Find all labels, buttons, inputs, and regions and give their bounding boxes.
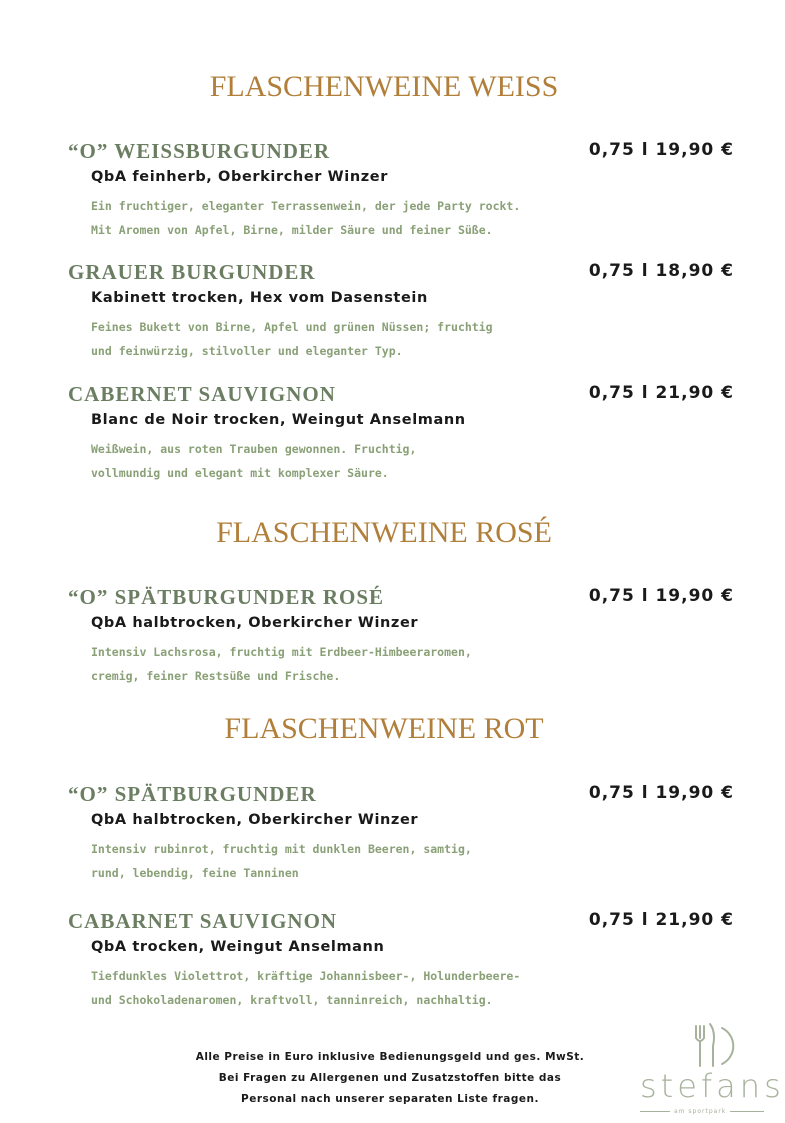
wine-price: 0,75 l 21,90 €	[588, 910, 734, 930]
wine-description	[91, 315, 611, 363]
section-title-weiss: FLASCHENWEINE WEISS	[209, 70, 559, 103]
section-title-rot: FLASCHENWEINE ROT	[224, 712, 544, 745]
wine-description	[91, 964, 611, 1012]
footer-line: Alle Preise in Euro inklusive Bedienungsgeld und ges. MwSt.	[195, 1051, 585, 1063]
wine-name: “O” SPÄTBURGUNDER ROSÉ	[68, 585, 385, 609]
wine-description-line: und Schokoladenaromen, kraftvoll, tanninreich, nachhaltig.	[91, 993, 493, 1007]
wine-subtitle: QbA feinherb, Oberkircher Winzer	[91, 169, 388, 185]
wine-price: 0,75 l 19,90 €	[588, 586, 734, 606]
footer-note	[160, 1047, 620, 1110]
section-title-rose: FLASCHENWEINE ROSÉ	[216, 516, 552, 549]
wine-subtitle: QbA trocken, Weingut Anselmann	[91, 939, 385, 955]
wine-description-line: Tiefdunkles Violettrot, kräftige Johannisbeer-, Holunderbeere-	[91, 969, 521, 983]
footer-line: Personal nach unserer separaten Liste fragen.	[241, 1093, 539, 1105]
logo-wordmark: stefans	[640, 1067, 785, 1105]
wine-description-line: rund, lebendig, feine Tanninen	[91, 866, 299, 880]
wine-subtitle: QbA halbtrocken, Oberkircher Winzer	[91, 812, 419, 828]
wine-description-line: vollmundig und elegant mit komplexer Säure.	[91, 466, 389, 480]
wine-description	[91, 194, 611, 242]
wine-description-line: Mit Aromen von Apfel, Birne, milder Säure und feiner Süße.	[91, 223, 493, 237]
wine-name: GRAUER BURGUNDER	[68, 260, 316, 284]
wine-name: “O” WEISSBURGUNDER	[68, 139, 331, 163]
wine-description-line: cremig, feiner Restsüße und Frische.	[91, 669, 341, 683]
wine-description-line: und feinwürzig, stilvoller und eleganter Typ.	[91, 344, 403, 358]
wine-description-line: Weißwein, aus roten Trauben gewonnen. Fruchtig,	[91, 442, 417, 456]
cutlery-icon	[686, 1020, 766, 1070]
wine-description-line: Ein fruchtiger, eleganter Terrassenwein, der jede Party rockt.	[91, 199, 521, 213]
wine-subtitle: Kabinett trocken, Hex vom Dasenstein	[91, 290, 428, 306]
wine-description	[91, 837, 611, 885]
wine-description	[91, 437, 611, 485]
wine-description-line: Intensiv rubinrot, fruchtig mit dunklen Beeren, samtig,	[91, 842, 472, 856]
wine-description-line: Feines Bukett von Birne, Apfel und grünen Nüssen; fruchtig	[91, 320, 493, 334]
logo-divider	[730, 1111, 764, 1112]
logo-divider	[640, 1111, 670, 1112]
wine-description	[91, 640, 611, 688]
wine-price: 0,75 l 21,90 €	[588, 383, 734, 403]
logo	[636, 1020, 785, 1120]
wine-name: CABERNET SAUVIGNON	[68, 382, 336, 406]
wine-name: CABARNET SAUVIGNON	[68, 909, 338, 933]
wine-price: 0,75 l 18,90 €	[588, 261, 734, 281]
wine-subtitle: QbA halbtrocken, Oberkircher Winzer	[91, 615, 419, 631]
wine-description-line: Intensiv Lachsrosa, fruchtig mit Erdbeer-Himbeeraromen,	[91, 645, 472, 659]
wine-price: 0,75 l 19,90 €	[588, 783, 734, 803]
footer-line: Bei Fragen zu Allergenen und Zusatzstoffen bitte das	[218, 1072, 562, 1084]
wine-price: 0,75 l 19,90 €	[588, 140, 734, 160]
logo-tagline: am sportpark	[674, 1108, 727, 1115]
wine-subtitle: Blanc de Noir trocken, Weingut Anselmann	[91, 412, 466, 428]
wine-name: “O” SPÄTBURGUNDER	[68, 782, 317, 806]
